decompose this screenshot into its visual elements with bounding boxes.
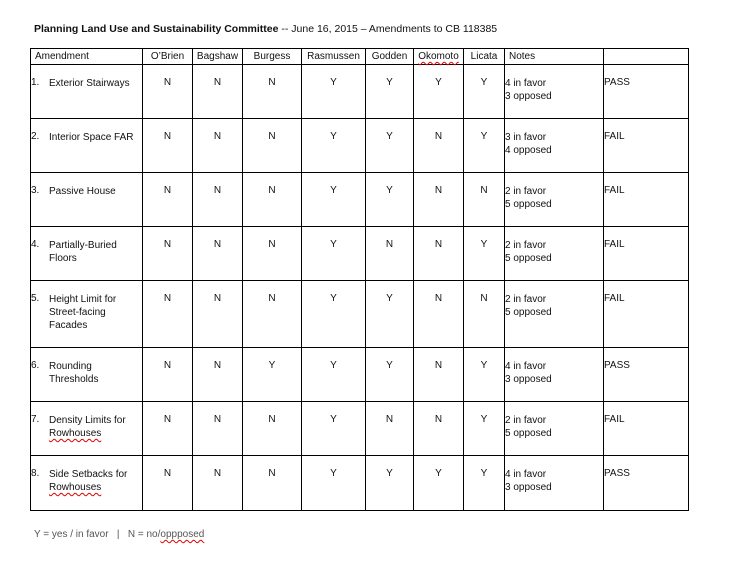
vote-cell: Y (302, 227, 366, 281)
vote-cell: N (143, 173, 193, 227)
opposed-count: 3 opposed (505, 91, 552, 102)
vote-cell: Y (464, 348, 505, 402)
amendment-cell (31, 119, 143, 173)
header-obrien (143, 49, 193, 65)
vote-cell: Y (464, 456, 505, 511)
legend-no: N = no/oppposed (127, 529, 205, 540)
amendment-name: Exterior Stairways (49, 78, 130, 89)
result-cell: FAIL (604, 173, 689, 227)
vote-cell: N (143, 348, 193, 402)
header-label: Licata (470, 51, 498, 62)
vote-cell: Y (414, 456, 464, 511)
opposed-count: 5 opposed (505, 199, 552, 210)
vote-cell: N (243, 402, 302, 456)
favor-count: 2 in favor (505, 415, 547, 426)
header-burgess (243, 49, 302, 65)
vote-cell: N (464, 281, 505, 348)
table-row (31, 281, 689, 348)
header-label: Rasmussen (307, 51, 360, 62)
table-row (31, 65, 689, 119)
table-row (31, 227, 689, 281)
vote-cell: N (243, 227, 302, 281)
header-label: Notes (509, 51, 536, 62)
favor-count: 2 in favor (505, 240, 547, 251)
vote-cell: N (193, 281, 243, 348)
amendment-name: Interior Space FAR (49, 132, 134, 143)
vote-cell: N (414, 402, 464, 456)
vote-cell: Y (464, 402, 505, 456)
header-result (604, 49, 689, 65)
header-godden (366, 49, 414, 65)
vote-cell: Y (243, 348, 302, 402)
favor-count: 4 in favor (505, 469, 547, 480)
vote-cell: N (143, 119, 193, 173)
vote-cell: N (366, 402, 414, 456)
amendment-cell (31, 227, 143, 281)
vote-cell: N (193, 119, 243, 173)
vote-cell: N (243, 65, 302, 119)
amendment-name: Partially-Buried Floors (49, 240, 117, 264)
vote-cell: N (193, 456, 243, 511)
vote-cell: Y (302, 65, 366, 119)
result-cell: PASS (604, 456, 689, 511)
notes-cell (505, 227, 604, 281)
vote-cell: Y (302, 456, 366, 511)
notes-cell (505, 456, 604, 511)
table-row (31, 402, 689, 456)
amendment-cell (31, 456, 143, 511)
spellcheck-word: Rowhouses (49, 482, 102, 493)
amendment-number: 8. (31, 468, 40, 479)
amendment-cell (31, 65, 143, 119)
vote-cell: Y (366, 65, 414, 119)
vote-cell: N (414, 348, 464, 402)
result-cell: FAIL (604, 227, 689, 281)
vote-cell: Y (464, 119, 505, 173)
title-date-subject: -- June 16, 2015 – Amendments to CB 118385 (278, 23, 498, 35)
opposed-count: 3 opposed (505, 374, 552, 385)
vote-cell: Y (366, 281, 414, 348)
amendment-cell (31, 281, 143, 348)
vote-cell: N (243, 119, 302, 173)
notes-cell (505, 402, 604, 456)
vote-cell: N (414, 227, 464, 281)
vote-cell: N (143, 227, 193, 281)
amendment-cell (31, 173, 143, 227)
favor-count: 2 in favor (505, 294, 547, 305)
vote-cell: N (414, 281, 464, 348)
committee-name: Planning Land Use and Sustainability Committee (34, 23, 279, 35)
notes-cell (505, 119, 604, 173)
amendment-number: 5. (31, 293, 40, 304)
favor-count: 2 in favor (505, 186, 547, 197)
opposed-count: 5 opposed (505, 428, 552, 439)
vote-cell: N (143, 65, 193, 119)
favor-count: 4 in favor (505, 78, 547, 89)
table-row (31, 348, 689, 402)
spellcheck-word: Rowhouses (49, 428, 102, 439)
amendment-number: 2. (31, 131, 40, 142)
opposed-count: 5 opposed (505, 307, 552, 318)
amendment-cell (31, 348, 143, 402)
table-row (31, 119, 689, 173)
favor-count: 3 in favor (505, 132, 547, 143)
legend-separator: | (116, 529, 120, 540)
vote-cell: Y (302, 281, 366, 348)
opposed-count: 3 opposed (505, 482, 552, 493)
result-cell: FAIL (604, 119, 689, 173)
table-body (31, 65, 689, 511)
header-label: Godden (371, 51, 408, 62)
result-cell: PASS (604, 65, 689, 119)
vote-cell: N (143, 456, 193, 511)
header-licata (464, 49, 505, 65)
vote-cell: N (243, 173, 302, 227)
vote-cell: N (243, 281, 302, 348)
vote-cell: N (143, 281, 193, 348)
vote-cell: Y (366, 456, 414, 511)
vote-cell: Y (366, 119, 414, 173)
header-label: Burgess (253, 51, 291, 62)
amendment-name: Density Limits for Rowhouses (49, 415, 126, 439)
vote-cell: N (193, 348, 243, 402)
notes-cell (505, 173, 604, 227)
header-label: Amendment (35, 51, 89, 62)
vote-cell: N (193, 173, 243, 227)
table-row (31, 173, 689, 227)
header-label: Okomoto (418, 51, 459, 62)
document-title (34, 23, 497, 35)
notes-cell (505, 65, 604, 119)
vote-cell: Y (302, 173, 366, 227)
vote-cell: N (414, 119, 464, 173)
vote-cell: Y (366, 173, 414, 227)
header-notes (505, 49, 604, 65)
spellcheck-word: oppposed (160, 529, 205, 540)
header-label: O’Brien (150, 51, 185, 62)
amendment-number: 4. (31, 239, 40, 250)
legend-yes: Y = yes / in favor (34, 529, 109, 540)
amendment-cell (31, 402, 143, 456)
amendment-number: 1. (31, 77, 40, 88)
amendment-name: Height Limit for Street-facing Facades (49, 294, 117, 331)
result-cell: FAIL (604, 281, 689, 348)
vote-cell: Y (464, 227, 505, 281)
opposed-count: 4 opposed (505, 145, 552, 156)
vote-cell: Y (464, 65, 505, 119)
vote-cell: Y (302, 119, 366, 173)
result-cell: PASS (604, 348, 689, 402)
header-rasmussen (302, 49, 366, 65)
opposed-count: 5 opposed (505, 253, 552, 264)
vote-cell: N (464, 173, 505, 227)
notes-cell (505, 348, 604, 402)
amendment-name: Side Setbacks for Rowhouses (49, 469, 128, 493)
vote-cell: N (193, 227, 243, 281)
amendment-vote-table (30, 48, 689, 511)
amendment-name: Passive House (49, 186, 116, 197)
vote-cell: N (193, 65, 243, 119)
header-row (31, 49, 689, 65)
vote-cell: N (414, 173, 464, 227)
amendment-name: Rounding Thresholds (49, 361, 99, 385)
vote-cell: N (366, 227, 414, 281)
vote-cell: Y (414, 65, 464, 119)
legend (34, 529, 204, 540)
amendment-number: 6. (31, 360, 40, 371)
vote-cell: Y (366, 348, 414, 402)
result-cell: FAIL (604, 402, 689, 456)
header-okomoto (414, 49, 464, 65)
favor-count: 4 in favor (505, 361, 547, 372)
vote-cell: Y (302, 348, 366, 402)
vote-cell: N (243, 456, 302, 511)
vote-cell: Y (302, 402, 366, 456)
header-bagshaw (193, 49, 243, 65)
notes-cell (505, 281, 604, 348)
header-label: Bagshaw (196, 51, 239, 62)
table-row (31, 456, 689, 511)
vote-cell: N (143, 402, 193, 456)
vote-cell: N (193, 402, 243, 456)
amendment-number: 7. (31, 414, 40, 425)
amendment-number: 3. (31, 185, 40, 196)
header-amendment (31, 49, 143, 65)
